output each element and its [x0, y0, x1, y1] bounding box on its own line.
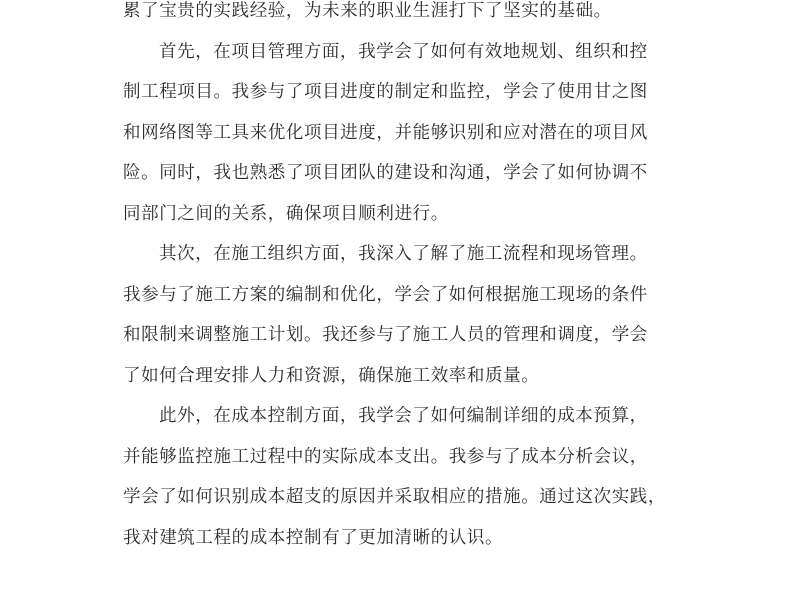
paragraph-line: 了如何合理安排人力和资源，确保施工效率和质量。: [123, 365, 540, 386]
paragraph-line: 险。同时，我也熟悉了项目团队的建设和沟通，学会了如何协调不: [123, 163, 648, 183]
paragraph-line: 学会了如何识别成本超支的原因并采取相应的措施。通过这次实践，: [123, 487, 666, 507]
document-body: [123, 0, 693, 558]
paragraph-line: 并能够监控施工过程中的实际成本支出。我参与了成本分析会议，: [123, 446, 648, 467]
paragraph-start-project-management: 首先，在项目管理方面，我学会了如何有效地规划、组织和控: [159, 41, 648, 62]
paragraph-start-cost-control: 此外，在成本控制方面，我学会了如何编制详细的成本预算，: [159, 406, 648, 426]
paragraph-line: 累了宝贵的实践经验，为未来的职业生涯打下了坚实的基础。: [123, 1, 612, 21]
paragraph-line: 和限制来调整施工计划。我还参与了施工人员的管理和调度，学会: [123, 325, 648, 345]
paragraph-line: 制工程项目。我参与了项目进度的制定和监控，学会了使用甘之图: [123, 82, 648, 102]
paragraph-line: 和网络图等工具来优化项目进度，并能够识别和应对潜在的项目风: [123, 122, 648, 143]
paragraph-start-construction-organization: 其次，在施工组织方面，我深入了解了施工流程和现场管理。: [159, 244, 648, 264]
paragraph-line: 我参与了施工方案的编制和优化，学会了如何根据施工现场的条件: [123, 284, 648, 305]
paragraph-line: 我对建筑工程的成本控制有了更加清晰的认识。: [123, 527, 504, 548]
paragraph-line: 同部门之间的关系，确保项目顺利进行。: [123, 203, 449, 224]
